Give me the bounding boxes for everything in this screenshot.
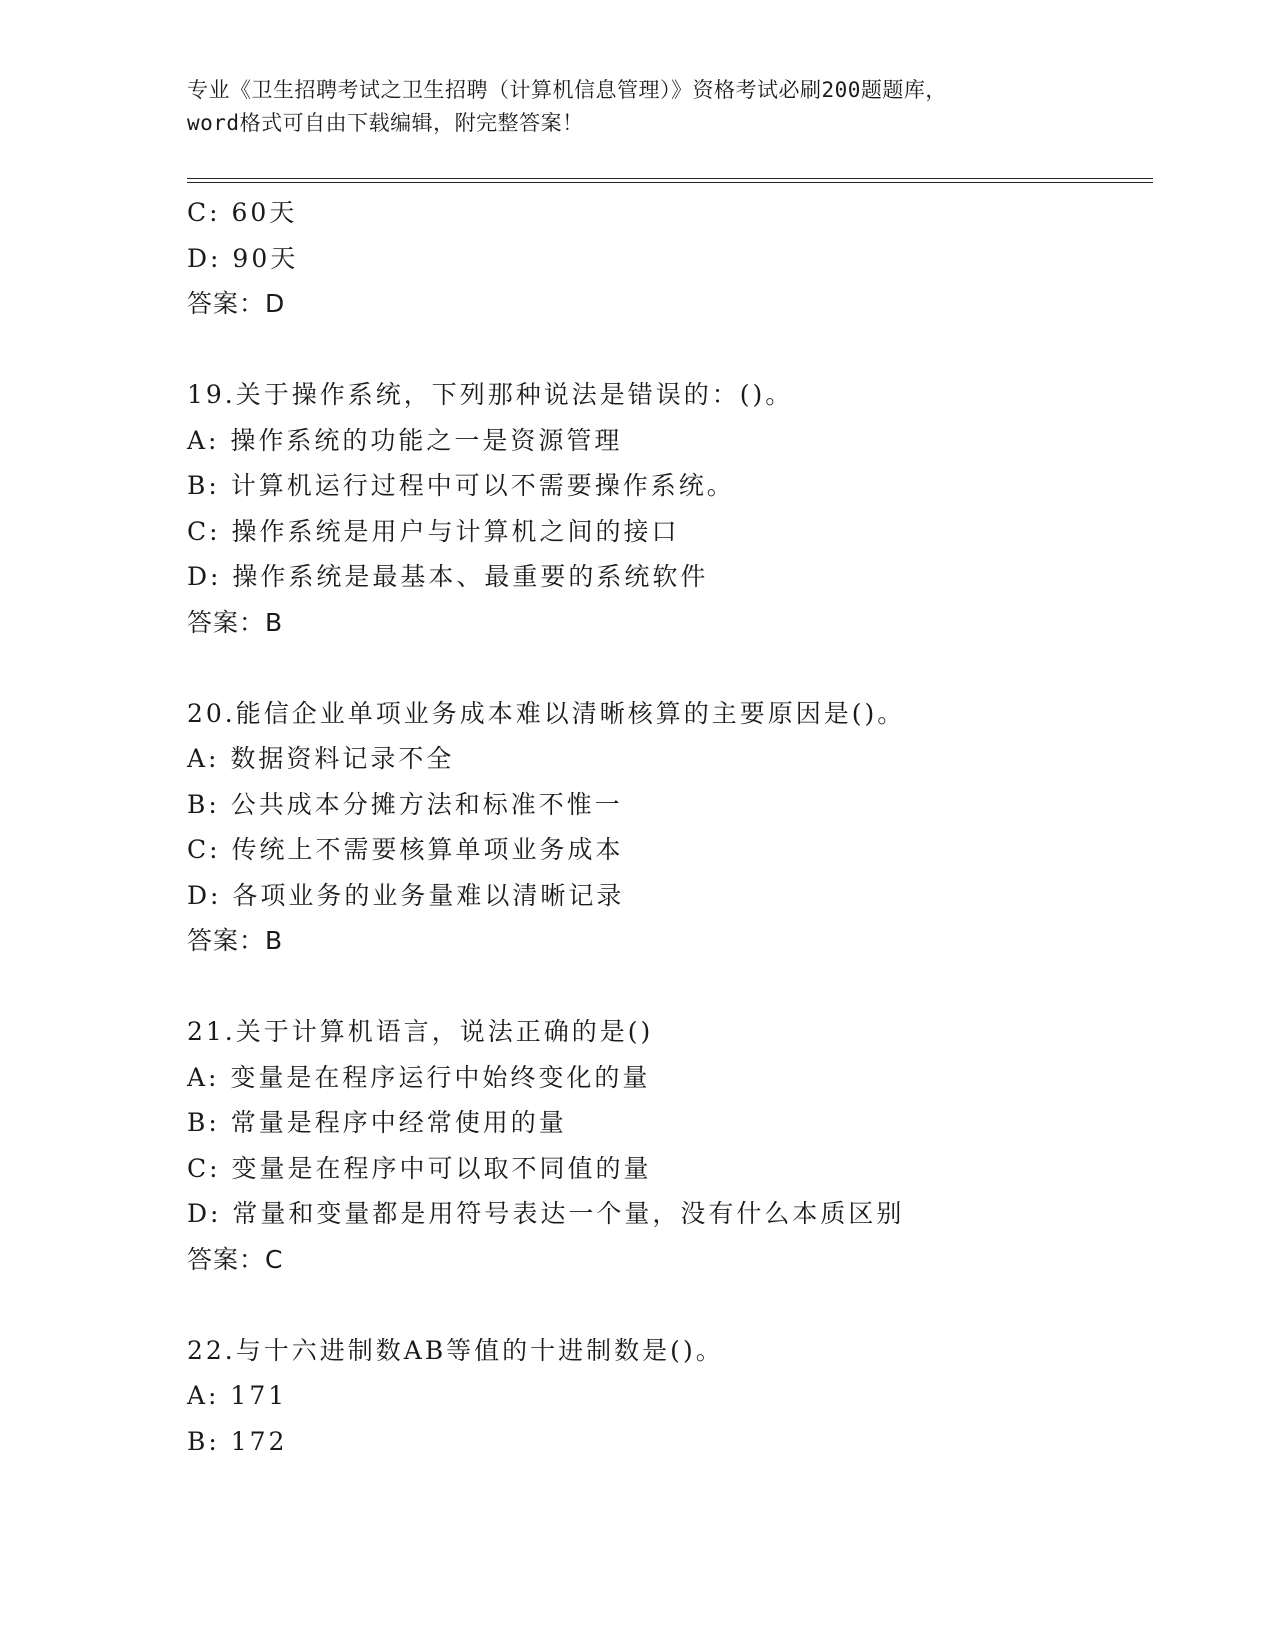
document-header [187,74,1167,140]
option-b: B: 172 [187,1426,288,1456]
spacer [187,964,1167,1010]
question-21 [187,1009,1167,1282]
option-d: D: 90天 [187,243,299,273]
option-c: C: 60天 [187,198,298,227]
question-stem: 19.关于操作系统，下列那种说法是错误的：()。 [187,380,794,409]
option-c: C: 操作系统是用户与计算机之间的接口 [187,516,680,546]
answer: 答案：B [187,926,284,955]
option-b: B: 计算机运行过程中可以不需要操作系统。 [187,471,735,500]
option-b: B: 公共成本分摊方法和标准不惟一 [187,789,623,819]
question-stem: 21.关于计算机语言，说法正确的是() [187,1017,654,1046]
option-d: D: 常量和变量都是用符号表达一个量，没有什么本质区别 [187,1199,905,1228]
question-19 [187,372,1167,645]
option-b: B: 常量是程序中经常使用的量 [187,1108,567,1137]
option-d: D: 操作系统是最基本、最重要的系统软件 [187,562,709,591]
header-divider-bottom [187,182,1153,183]
header-divider-top [187,178,1153,179]
option-c: C: 传统上不需要核算单项业务成本 [187,835,624,864]
spacer [187,1282,1167,1328]
spacer [187,645,1167,691]
option-a: A: 数据资料记录不全 [187,744,455,773]
question-list [187,190,1167,1464]
question-stem: 22.与十六进制数AB等值的十进制数是()。 [187,1335,724,1365]
option-a: A: 171 [187,1381,288,1410]
previous-question-tail [187,190,1167,327]
question-stem: 20.能信企业单项业务成本难以清晰核算的主要原因是()。 [187,698,906,728]
option-a: A: 操作系统的功能之一是资源管理 [187,425,623,455]
spacer [187,327,1167,373]
answer: 答案：D [187,289,286,318]
answer: 答案：B [187,607,284,637]
question-20 [187,691,1167,964]
header-line-1: 专业《卫生招聘考试之卫生招聘（计算机信息管理）》资格考试必刷200题题库， [187,78,947,102]
answer: 答案：C [187,1244,284,1274]
question-22 [187,1328,1167,1465]
option-d: D: 各项业务的业务量难以清晰记录 [187,880,625,910]
option-c: C: 变量是在程序中可以取不同值的量 [187,1153,652,1183]
option-a: A: 变量是在程序运行中始终变化的量 [187,1062,651,1092]
header-line-2: word格式可自由下载编辑，附完整答案！ [187,111,584,135]
